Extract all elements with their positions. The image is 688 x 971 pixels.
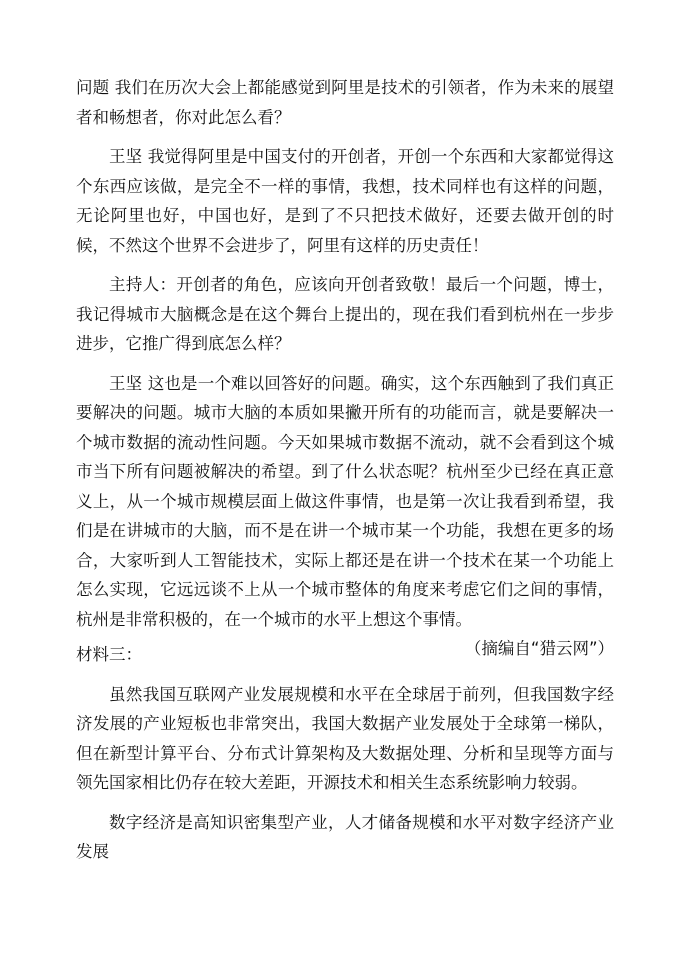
section-title: 材料三：	[76, 645, 142, 664]
paragraph-material3-1: 虽然我国互联网产业发展规模和水平在全球居于前列，但我国数字经济发展的产业短板也非常突出，我国大数据产业发展处于全球第一梯队，但在新型计算平台、分布式计算架构及大数据处理、分析和呈现等方面与领先国家相比仍存在较大差距，开源技术和相关生态系统影响力较弱。	[76, 684, 614, 792]
paragraph-material3-2: 数字经济是高知识密集型产业，人才储备规模和水平对数字经济产业发展	[76, 812, 614, 861]
source-citation: （摘编自“猎云网”）	[464, 639, 614, 658]
paragraph-question: 问题 我们在历次大会上都能感觉到阿里是技术的引领者，作为未来的展望者和畅想者，你对此怎么看？	[76, 78, 614, 127]
paragraph-wangjian-answer-1: 王坚 我觉得阿里是中国支付的开创者，开创一个东西和大家都觉得这个东西应该做，是完全不一样的事情，我想，技术同样也有这样的问题，无论阿里也好，中国也好，是到了不只把技术做好，还要去做开创的时候，不然这个世界不会进步了，阿里有这样的历史责任！	[76, 147, 614, 255]
paragraph-host-question: 主持人：开创者的角色，应该向开创者致敬！最后一个问题，博士，我记得城市大脑概念是在这个舞台上提出的，现在我们看到杭州在一步步进步，它推广得到底怎么样？	[76, 275, 614, 353]
document-page	[76, 73, 614, 867]
paragraph-wangjian-answer-2-text: 王坚 这也是一个难以回答好的问题。确实，这个东西触到了我们真正要解决的问题。城市大脑的本质如果撇开所有的功能而言，就是要解决一个城市数据的流动性问题。今天如果城市数据不流动，就不会看到这个城市当下所有问题被解决的希望。到了什么状态呢？杭州至少已经在真正意义上，从一个城市规模层面上做这件事情，也是第一次让我看到希望，我们是在讲城市的大脑，而不是在讲一个城市某一个功能，我想在更多的场合，大家听到人工智能技术，实际上都还是在讲一个技术在某一个功能上怎么实现，它远远谈不上从一个城市整体的角度来考虑它们之间的事情，杭州是非常积极的，在一个城市的水平上想这个事情。	[76, 373, 614, 629]
